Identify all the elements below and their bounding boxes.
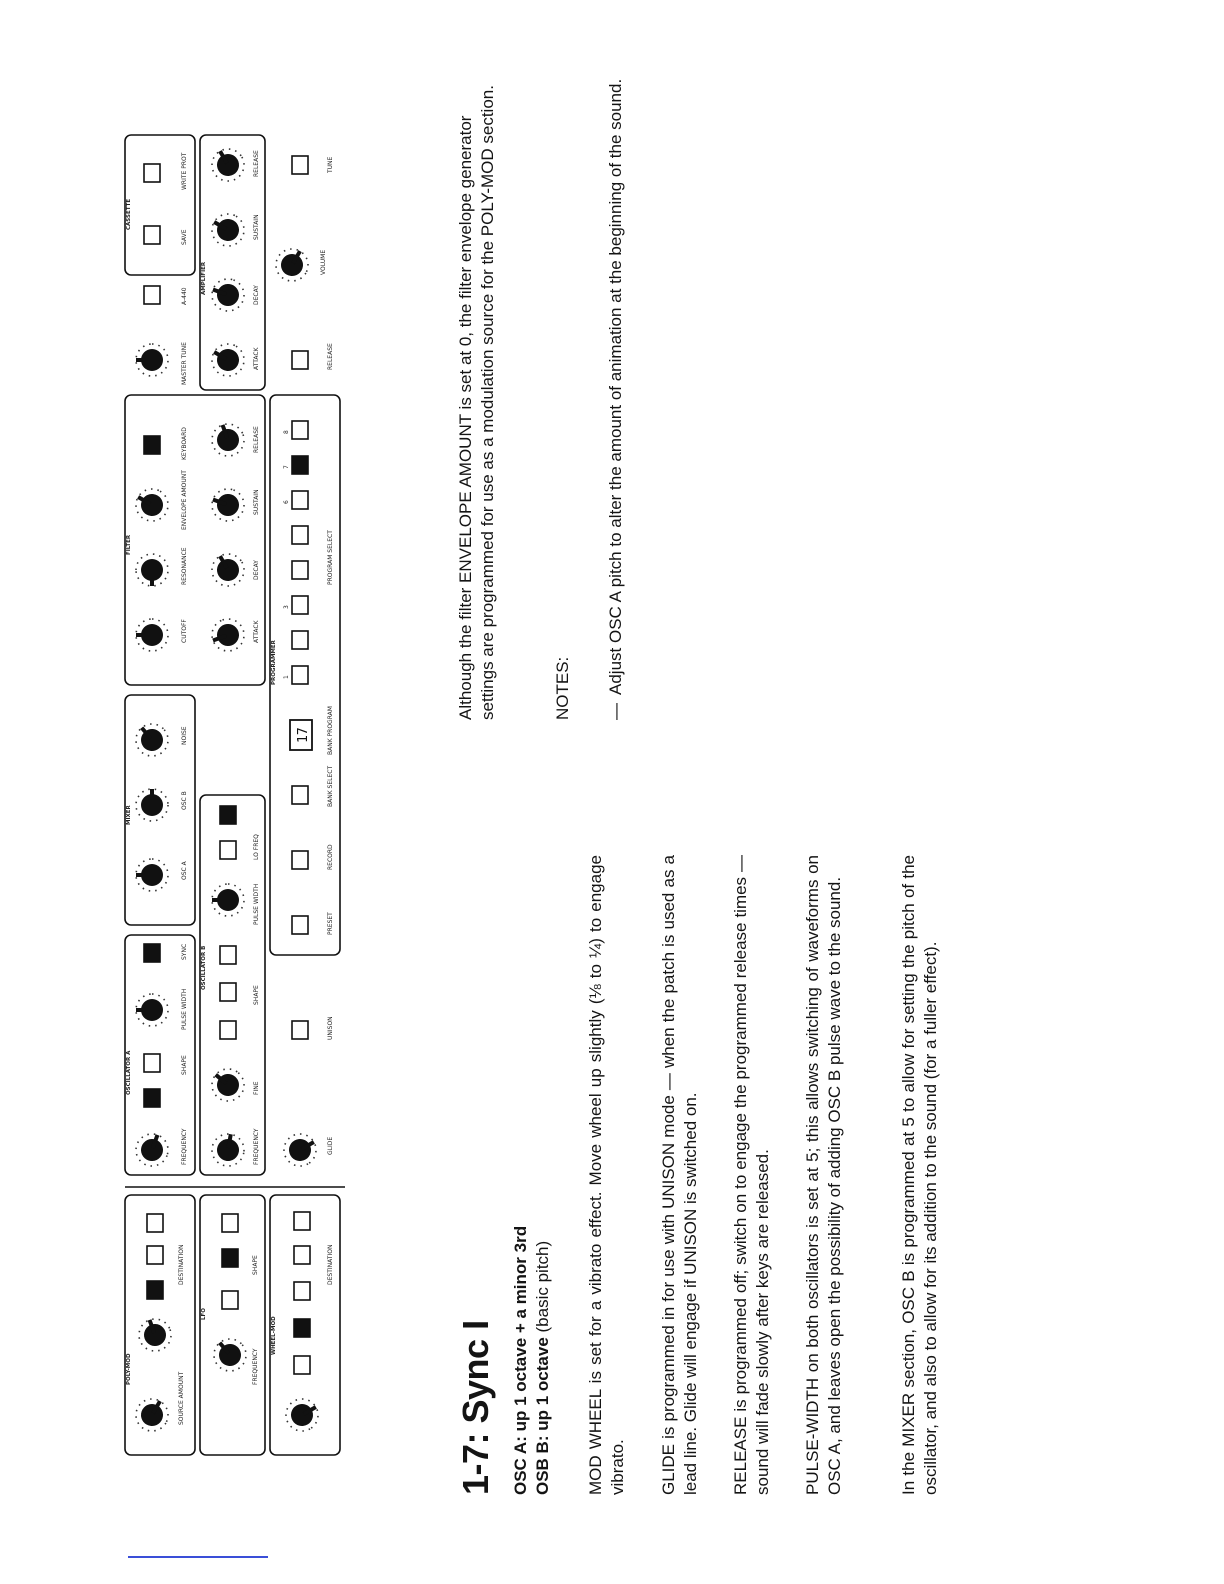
program-5-switch[interactable] [292,526,308,544]
amp-release-label: RELEASE [253,150,260,177]
osc-b-lo-freq-switch[interactable] [220,841,236,859]
osc-b-frequency-knob[interactable] [209,1131,246,1168]
mixer-noise-label: NOISE [181,726,188,745]
cassette-load-switch[interactable] [144,164,160,182]
amplifier-label: AMPLIFIER [201,261,207,295]
cassette-save-switch[interactable] [144,226,160,244]
osc-a-shape-label: SHAPE [181,1055,188,1075]
osc-b-lo-freq-label: LO FREQ [253,834,260,860]
write-protect-label: WRITE PROT [181,152,188,190]
mixer-osc-a-knob[interactable] [136,859,168,891]
osc-a-frequency-knob[interactable] [131,1129,172,1170]
note-1-text: Adjust OSC A pitch to alter the amount of animation at the beginning of the sound. [606,78,625,695]
filter-resonance-knob[interactable] [136,554,168,586]
volume-knob[interactable] [270,243,314,287]
filter-keyboard-label: KEYBOARD [181,427,188,460]
filter-sustain-knob[interactable] [207,484,248,525]
mixer-osc-b-label: OSC B [181,791,188,810]
release-switch[interactable] [292,351,308,369]
bank-program-label: BANK PROGRAM [327,706,334,755]
osc-b-pulse-width-label: PULSE WIDTH [253,883,260,925]
poly-mod-pw-a-switch[interactable] [147,1246,163,1264]
filter-attack-knob[interactable] [207,614,248,655]
right-paragraph-text: Although the filter ENVELOPE AMOUNT is set at 0, the filter envelope generator settings are programmed for use as a modulation source for the POLY-MOD section. [456,85,497,720]
oscillator-b-label: OSCILLATOR B [201,945,207,990]
filter-label: FILTER [126,534,132,555]
osc-b-setting-value: up 1 octave [533,1337,552,1431]
program-number-6: 6 [283,500,290,504]
lfo-shape-label: SHAPE [252,1255,259,1275]
program-3-switch[interactable] [292,596,308,614]
bank-select-switch[interactable] [292,786,308,804]
program-4-switch[interactable] [292,561,308,579]
glide-label: GLIDE [327,1136,334,1155]
osc-b-fine-knob[interactable] [205,1062,250,1107]
amp-sustain-knob[interactable] [206,208,250,252]
release-label: RELEASE [253,426,260,453]
osc-b-setting [532,795,554,1495]
program-1-switch[interactable] [292,666,308,684]
mixer-osc-b-knob[interactable] [136,789,168,821]
program-6-switch[interactable] [292,491,308,509]
amp-attack-label: ATTACK [253,347,260,370]
mixer-osc-a-label: OSC A [181,861,188,880]
programmer-label: PROGRAMMER [271,640,277,685]
paragraph-text-1: MOD WHEEL is set for a vibrato effect. Move wheel up slightly (⅛ to ¼) to engage vibrato. [586,855,627,1495]
lfo-label: LFO [201,1308,207,1320]
program-7-switch[interactable] [292,456,308,474]
osc-a-sync-switch[interactable] [144,944,160,962]
paragraph-1 [585,855,629,1495]
unison-switch[interactable] [292,1021,308,1039]
envelope-amount-label: ENVELOPE AMOUNT [181,470,188,530]
destination-label: DESTINATION [178,1244,185,1285]
osc-a-setting-value: up 1 octave + a minor 3rd [511,1225,530,1432]
a-440-switch[interactable] [144,286,160,304]
paragraph-5 [898,855,942,1495]
lfo-frequency-knob[interactable] [207,1332,252,1377]
source-amount-label: SOURCE AMOUNT [178,1371,185,1425]
master-tune-label: MASTER TUNE [181,342,188,385]
filter-keyboard-switch[interactable] [144,436,160,454]
paragraph-text-3: RELEASE is programmed off; switch on to engage the programmed release times — sound will fade slowly after keys are released. [731,855,772,1495]
bank-select-label: BANK SELECT [327,765,334,807]
paragraph-2 [658,855,702,1495]
osc-b-shape-label: SHAPE [253,985,260,1005]
preset-label: PRESET [327,912,334,935]
osc-a-pulse-switch[interactable] [144,1054,160,1072]
program-display-digits: 17 [296,727,311,743]
filter-decay-knob[interactable] [206,548,250,592]
paragraph-3 [730,855,774,1495]
osc-b-setting-note: (basic pitch) [533,1240,552,1333]
osc-b-pulse-width-knob[interactable] [212,884,244,916]
osc-a-frequency-label: FREQUENCY [181,1128,188,1165]
paragraph-text-4: PULSE-WIDTH on both oscillators is set at 5; this allows switching of waveforms on OSC A, and leaves open the possibility of adding OSC B pulse wave to the sound. [803,855,844,1495]
lfo-square-switch[interactable] [222,1214,238,1232]
osc-b-keyboard-switch[interactable] [220,806,236,824]
osc-a-saw-switch[interactable] [144,1089,160,1107]
page-title: 1-7: Sync I [455,1320,496,1495]
cassette-label: CASSETTE [126,198,132,230]
cassette-save-label: SAVE [181,229,188,245]
record-label: RECORD [327,844,334,870]
cutoff-label: CUTOFF [181,619,188,643]
program-8-switch[interactable] [292,421,308,439]
footer-rule [128,1556,268,1558]
osc-b-setting-label: OSB B: [533,1435,552,1495]
poly-mod-filter-switch[interactable] [147,1214,163,1232]
poly-mod-label: POLY-MOD [126,1353,132,1385]
volume-label: VOLUME [320,249,327,275]
amp-decay-knob[interactable] [207,274,248,315]
resonance-label: RESONANCE [181,547,188,585]
wheel-mod-pw-a-switch[interactable] [294,1282,310,1300]
osc-a-pulse-width-label: PULSE WIDTH [181,988,188,1030]
osc-b-saw-switch[interactable] [220,1021,236,1039]
paragraph-text-2: GLIDE is programmed in for use with UNISON mode — when the patch is used as a lead line. Glide will engage if UNISON is switched on. [659,855,700,1495]
preset-switch[interactable] [292,916,308,934]
oscillator-settings-block [510,795,554,1495]
mixer-label: MIXER [126,805,132,825]
notes-heading-block [552,60,574,720]
paragraph-4 [802,855,846,1495]
right-paragraph [455,60,499,720]
note-1-block [605,60,627,720]
amp-sustain-label: SUSTAIN [253,214,260,240]
wheel-mod-freq-b-switch[interactable] [294,1319,310,1337]
osc-b-pulse-switch[interactable] [220,946,236,964]
decay-label: DECAY [253,560,260,580]
wheel-mod-filter-switch[interactable] [294,1212,310,1230]
filter-envelope-amount-knob[interactable] [130,483,174,527]
release-switch-label: RELEASE [327,343,334,370]
osc-a-setting-label: OSC A: [511,1436,530,1495]
osc-b-frequency-label: FREQUENCY [253,1128,260,1165]
wheel-mod-destination-label: DESTINATION [327,1244,334,1285]
note-1 [605,60,627,720]
osc-b-tri-switch[interactable] [220,983,236,1001]
amp-release-knob[interactable] [206,143,250,187]
lfo-frequency-label: FREQUENCY [252,1348,259,1385]
lfo-tri-switch[interactable] [222,1249,238,1267]
lfo-section [200,1195,265,1455]
notes-heading: NOTES: [553,656,572,720]
filter-cutoff-knob[interactable] [136,619,168,651]
attack-label: ATTACK [253,620,260,643]
filter-release-knob[interactable] [207,419,248,460]
oscillator-a-label: OSCILLATOR A [126,1050,132,1095]
program-select-label: PROGRAM SELECT [327,530,334,585]
record-switch[interactable] [292,851,308,869]
osc-a-setting [510,795,532,1495]
master-tune-knob[interactable] [136,344,168,376]
glide-knob[interactable] [278,1128,322,1172]
amp-attack-knob[interactable] [206,338,250,382]
program-number-7: 7 [283,465,290,469]
source-amount-knob[interactable] [130,1393,174,1437]
amp-decay-label: DECAY [253,285,260,305]
program-2-switch[interactable] [292,631,308,649]
program-number-1: 1 [283,675,290,679]
paragraph-text-5: In the MIXER section, OSC B is programmed at 5 to allow for setting the pitch of the oscillator, and also to allow for its addition to the sound (for a fuller effect). [899,855,940,1495]
program-number-3: 3 [283,605,290,609]
filt-env-knob[interactable] [134,1314,175,1355]
wheel-mod-mix-knob[interactable] [280,1393,324,1437]
program-number-8: 8 [283,430,290,434]
note-dash: — [606,703,625,720]
heading-block [455,595,497,1495]
wheel-mod-label: WHEEL-MOD [271,1316,277,1355]
tune-label: TUNE [327,156,334,173]
osc-b-fine-label: FINE [253,1081,260,1095]
mixer-noise-knob[interactable] [129,717,174,762]
unison-label: UNISON [327,1016,334,1040]
wheel-mod-pw-b-switch[interactable] [294,1246,310,1264]
poly-mod-freq-a-switch[interactable] [147,1281,163,1299]
osc-a-sync-label: SYNC [181,943,188,960]
a-440-label: A-440 [181,287,188,305]
sustain-label: SUSTAIN [253,489,260,515]
osc-a-pulse-width-knob[interactable] [136,994,168,1026]
tune-switch[interactable] [292,156,308,174]
lfo-saw-switch[interactable] [222,1291,238,1309]
wheel-mod-freq-a-switch[interactable] [294,1356,310,1374]
